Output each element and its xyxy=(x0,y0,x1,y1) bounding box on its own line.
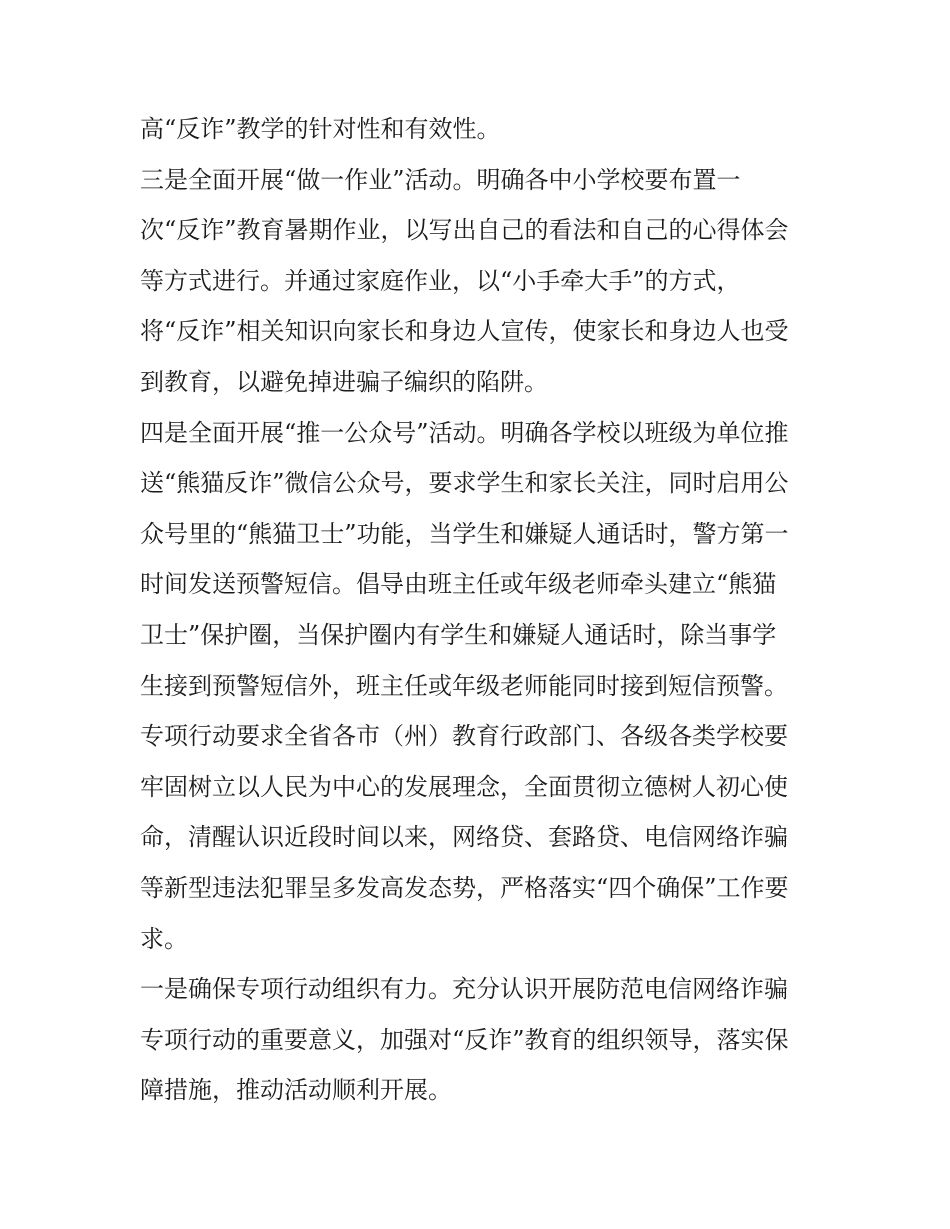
text-line: 牢固树立以人民为中心的发展理念，全面贯彻立德树人初心使 xyxy=(140,772,788,801)
text-line: 次“反诈”教育暑期作业，以写出自己的看法和自己的心得体会 xyxy=(140,216,789,245)
text-line: 障措施，推动活动顺利开展。 xyxy=(140,1076,452,1105)
text-line: 等方式进行。并通过家庭作业，以“小手牵大手”的方式， xyxy=(140,266,741,295)
text-line: 三是全面开展“做一作业”活动。明确各中小学校要布置一 xyxy=(140,165,741,194)
text-line: 专项行动的重要意义，加强对“反诈”教育的组织领导，落实保 xyxy=(140,1025,789,1054)
text-line: 生接到预警短信外，班主任或年级老师能同时接到短信预警。 xyxy=(140,671,788,700)
text-line: 将“反诈”相关知识向家长和身边人宣传，使家长和身边人也受 xyxy=(140,317,789,346)
text-line: 一是确保专项行动组织有力。充分认识开展防范电信网络诈骗 xyxy=(140,975,788,1004)
text-line: 众号里的“熊猫卫士”功能，当学生和嫌疑人通话时，警方第一 xyxy=(140,519,789,548)
text-line: 专项行动要求全省各市（州）教育行政部门、各级各类学校要 xyxy=(140,722,788,751)
text-line: 时间发送预警短信。倡导由班主任或年级老师牵头建立“熊猫 xyxy=(140,570,777,599)
text-line: 送“熊猫反诈”微信公众号，要求学生和家长关注，同时启用公 xyxy=(140,469,789,498)
text-line: 命，清醒认识近段时间以来，网络贷、套路贷、电信网络诈骗 xyxy=(140,823,788,852)
body-text xyxy=(140,104,820,1116)
text-line: 等新型违法犯罪呈多发高发态势，严格落实“四个确保”工作要 xyxy=(140,873,789,902)
text-line: 四是全面开展“推一公众号”活动。明确各学校以班级为单位推 xyxy=(140,418,789,447)
text-line: 卫士”保护圈，当保护圈内有学生和嫌疑人通话时，除当事学 xyxy=(140,620,777,649)
text-line: 求。 xyxy=(140,924,188,953)
text-line: 高“反诈”教学的针对性和有效性。 xyxy=(140,115,501,143)
text-line: 到教育，以避免掉进骗子编织的陷阱。 xyxy=(140,367,548,396)
